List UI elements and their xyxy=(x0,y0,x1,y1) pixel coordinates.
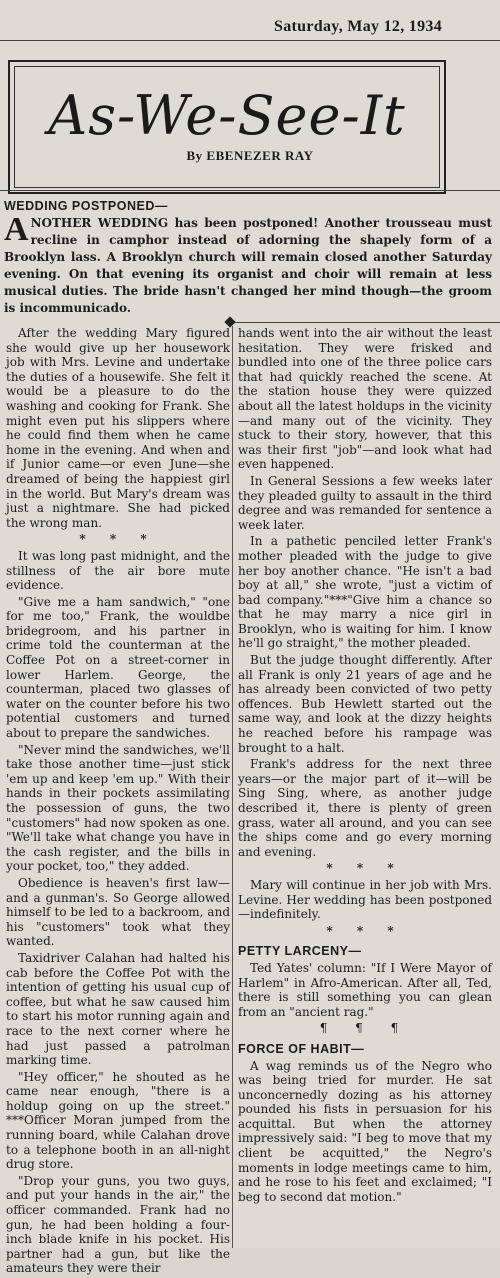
paragraph: "Hey officer," he shouted as he came near enough, "there is a holdup going on up the street." ***Officer Moran jumped from the running board, while Calahan drove to a telephone booth in an all-night drug store. xyxy=(6,1069,230,1172)
paragraph: Obedience is heaven's first law—and a gunman's. So George allowed himself to be led to a backroom, and his "customers" took what they wanted. xyxy=(6,875,230,949)
byline: By EBENEZER RAY xyxy=(186,148,314,163)
pilcrow-break: ¶ ¶ ¶ xyxy=(319,1021,411,1036)
lead-heading: WEDDING POSTPONED— xyxy=(4,199,168,213)
right-column xyxy=(238,326,492,1206)
lead-paragraph xyxy=(4,211,492,317)
column-divider xyxy=(232,326,233,1248)
lead-story xyxy=(4,198,492,317)
paragraph: hands went into the air without the least hesitation. They were frisked and bundled into one of the three police cars that had quickly reached the scene. At the station house they were quizzed about all the latest holdups in the vicinity—and many out of the vicinity. They stuck to their story, however, that this was their first "job"—and look what had even happened. xyxy=(238,326,492,472)
paragraph: It was long past midnight, and the stillness of the air bore mute evidence. xyxy=(6,548,230,593)
lead-rule xyxy=(230,322,500,323)
issue-date: Saturday, May 12, 1934 xyxy=(274,18,442,35)
paragraph: "Never mind the sandwiches, we'll take those another time—just stick 'em up and keep 'em up." With their hands in their pockets assimilating the possession of guns, the two "customers" had now spoken as one. "We'll take what change you have in the cash register, and the bills in your pocket, too," they added. xyxy=(6,742,230,874)
paragraph: Mary will continue in her job with Mrs. Levine. Her wedding has been postponed—indefinitely. xyxy=(238,877,492,922)
paragraph: "Drop your guns, you two guys, and put your hands in the air," the officer commanded. Frank had no gun, he had been holding a four-inch blade knife in his pocket. His partner had a gun, but like the amateurs they were their xyxy=(6,1173,230,1276)
section-break: * * * xyxy=(326,861,404,876)
section-break: * * * xyxy=(79,532,157,547)
section-heading-force-of-habit: FORCE OF HABIT— xyxy=(238,1041,365,1056)
paragraph: Ted Yates' column: "If I Were Mayor of Harlem" in Afro-American. After all, Ted, there is still something you can glean from an "ancient rag." xyxy=(238,960,492,1019)
paragraph: After the wedding Mary figured she would give up her housework job with Mrs. Levine and undertake the duties of a housewife. She felt it would be a pleasure to do the washing and cooking for Frank. She might even put his slippers where he could find them when he came home in the evening. And when and if Junior came—or even June—she dreamed of being the happiest girl in the world. But Mary's dream was just a nightmare. She had picked the wrong man. xyxy=(6,326,230,530)
paragraph: "Give me a ham sandwich," "one for me too," Frank, the wouldbe bridegroom, and his partner in crime told the counterman at the Coffee Pot on a street-corner in lower Harlem. George, the counterman, placed two glasses of water on the counter before his two potential customers and turned about to prepare the sandwiches. xyxy=(6,594,230,741)
left-column xyxy=(6,326,230,1278)
top-rule xyxy=(0,40,500,41)
section-heading-petty-larceny: PETTY LARCENY— xyxy=(238,944,362,959)
column-masthead xyxy=(8,60,446,194)
paragraph: In General Sessions a few weeks later they pleaded guilty to assault in the third degree and was remanded for sentence a week later. xyxy=(238,473,492,532)
paragraph: A wag reminds us of the Negro who was being tried for murder. He sat unconcernedly dozing as his attorney pounded his fists in persuasion for his acquittal. But when the attorney impressively said: "I beg to move that my client be acquitted," the Negro's moments in lodge meetings came to him, and he rose to his feet and exclaimed; "I beg to second dat motion." xyxy=(238,1058,492,1204)
paragraph: Frank's address for the next three years—or the major part of it—will be Sing Sing, where, as another judge described it, there is plenty of green grass, water all around, and you can see the ships come and go every morning and evening. xyxy=(238,757,492,859)
paragraph: But the judge thought differently. After all Frank is only 21 years of age and he has already been convicted of two petty offences. Bub Hewlett started out the same way, and look at the dizzy heights he reached before his rampage was brought to a halt. xyxy=(238,653,492,755)
drop-cap: A xyxy=(4,211,29,248)
section-break: * * * xyxy=(326,923,404,938)
paragraph: Taxidriver Calahan had halted his cab before the Coffee Pot with the intention of getting his usual cup of coffee, but what he saw caused him to start his motor running again and race to the next corner where he had just passed a patrolman marking time. xyxy=(6,950,230,1068)
lead-text: NOTHER WEDDING has been postponed! Another trousseau must recline in camphor instead of adorning the shapely form of a Brooklyn lass. A Brooklyn church will remain closed another Saturday evening. On that evening its organist and choir will remain at less musical duties. The bride hasn't changed her mind though—the groom is incommunicado. xyxy=(4,216,492,315)
byline-rule xyxy=(0,190,500,191)
paragraph: In a pathetic penciled letter Frank's mother pleaded with the judge to give her boy another chance. "He isn't a bad boy at all," she wrote, "just a victim of bad company."***"Give him a chance so that he may marry a nice girl in Brooklyn, who is waiting for him. I know he'll go straight," the mother pleaded. xyxy=(238,534,492,651)
masthead-title: As-We-See-It xyxy=(48,84,406,147)
